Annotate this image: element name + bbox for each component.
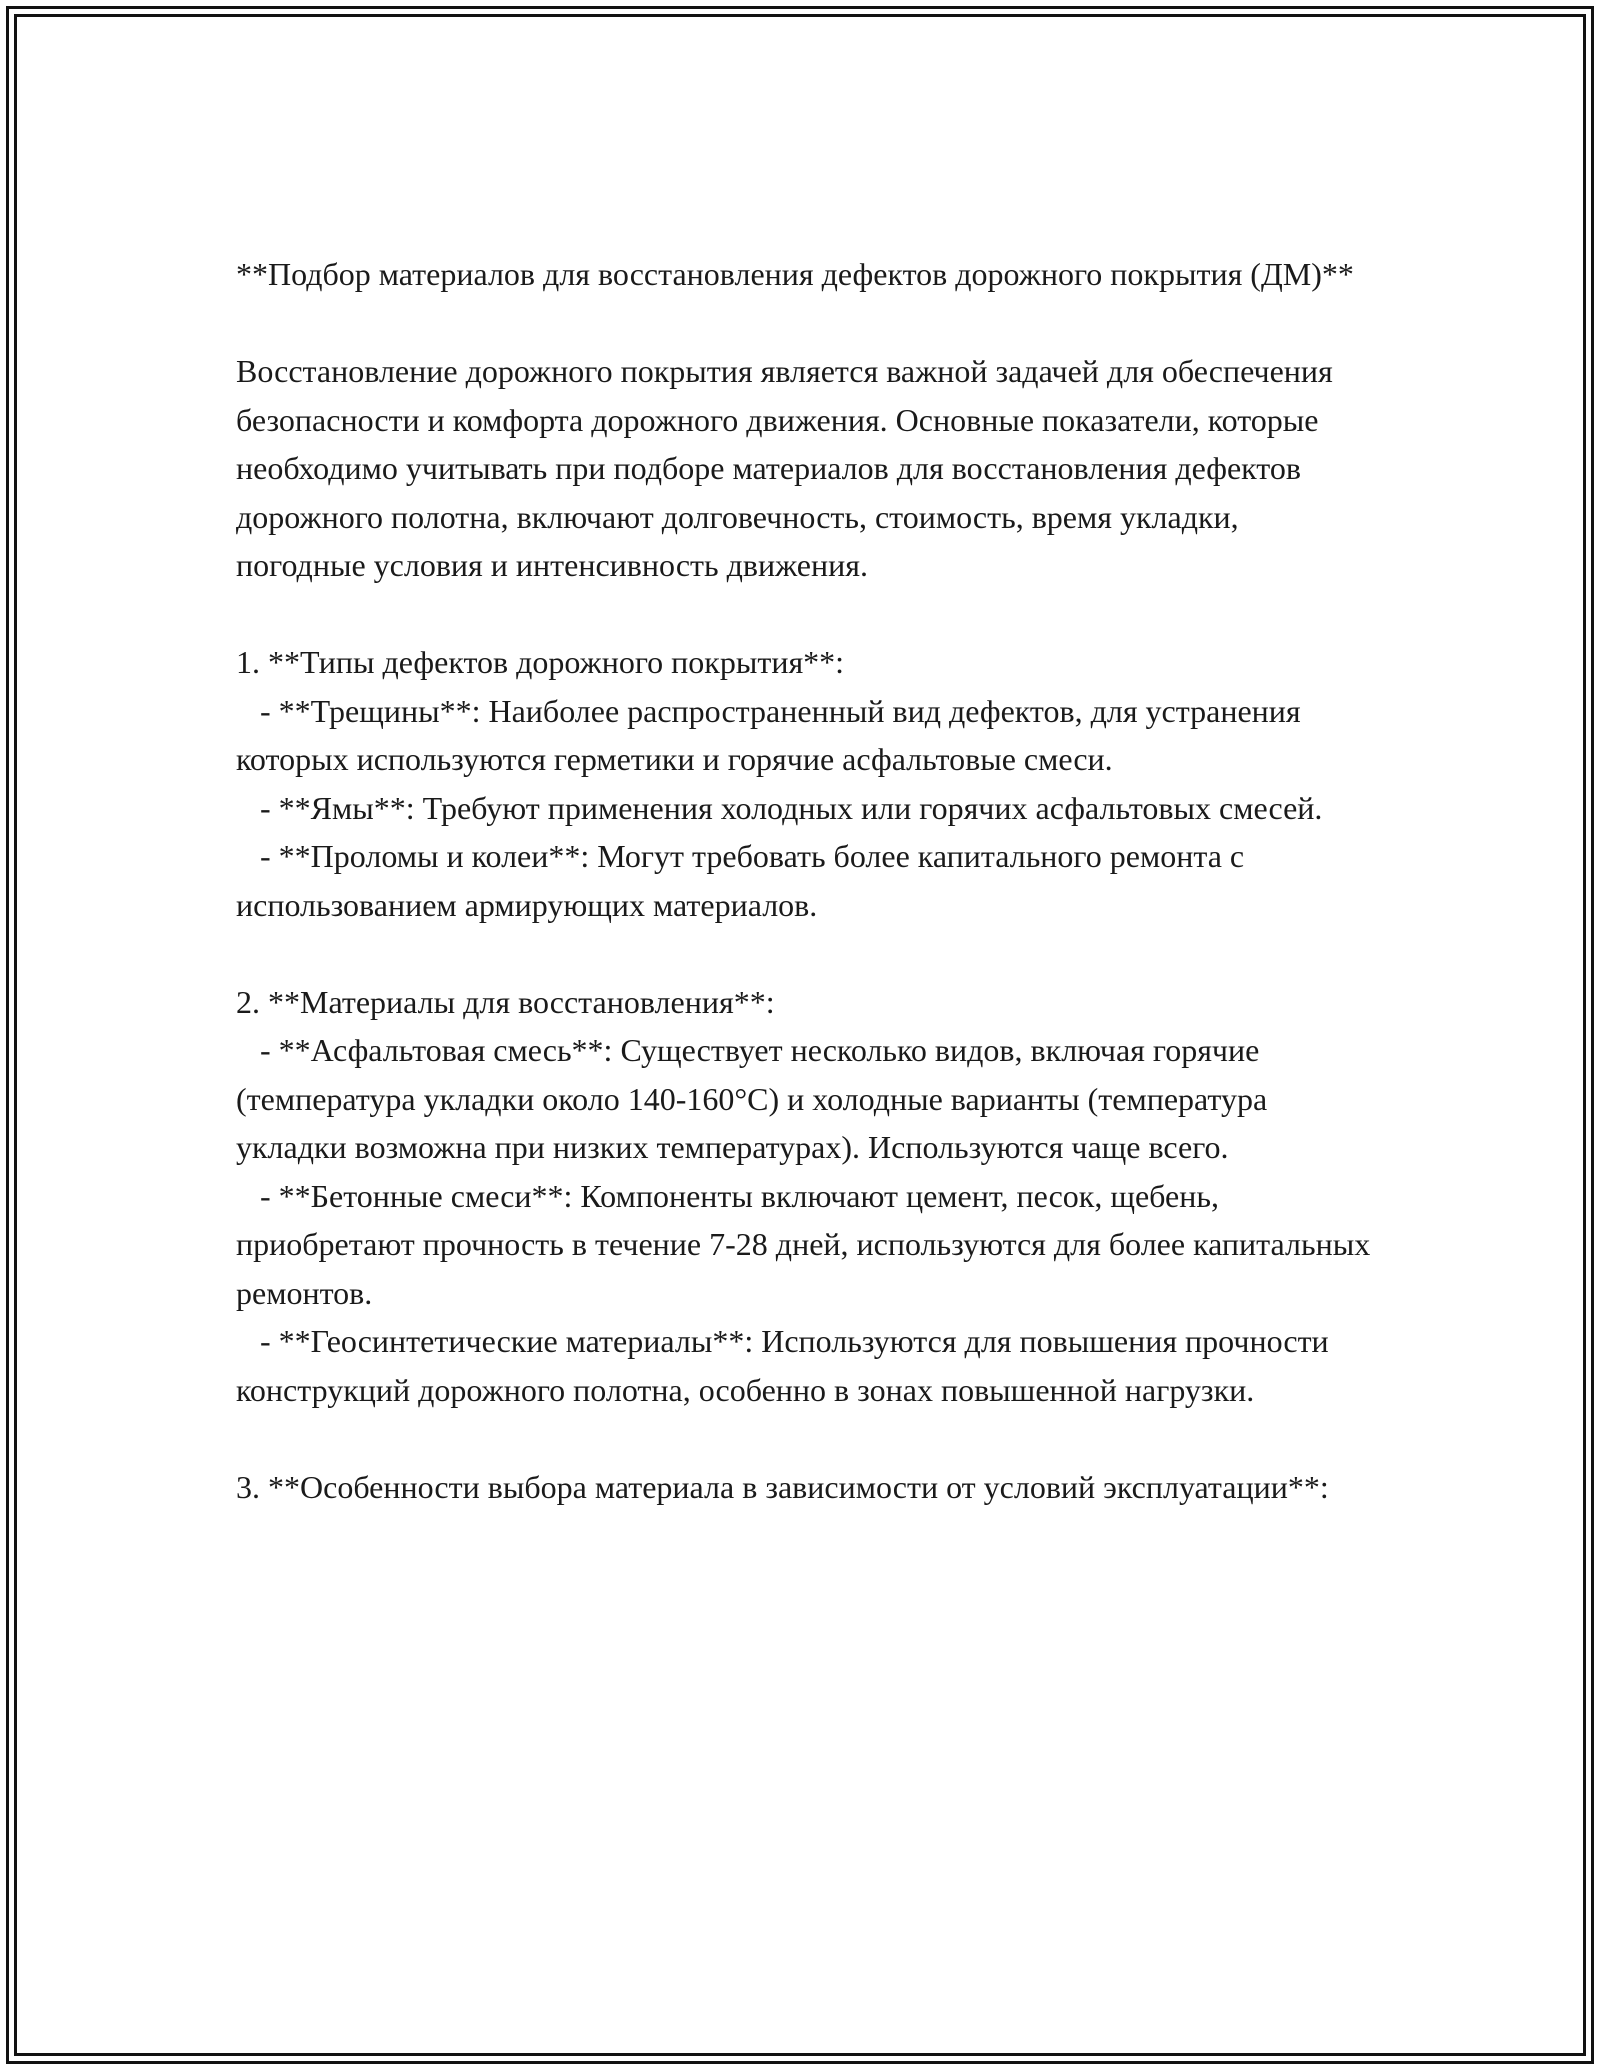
intro-paragraph: Восстановление дорожного покрытия является важной задачей для обеспечения безопасности и комфорта дорожного движения. Основные показатели, которые необходимо учитывать при подборе материалов для восстановления дефектов дорожного полотна, включают долговечность, стоимость, время укладки, погодные условия и интенсивность движения. bbox=[236, 353, 1341, 583]
spacer bbox=[236, 929, 1376, 978]
list-item: - **Асфальтовая смесь**: Существует несколько видов, включая горячие (температура укладки около 140-160°C) и холодные варианты (температура укладки возможна при низких температурах). Используются чаще всего. bbox=[236, 1032, 1276, 1165]
list-item: - **Трещины**: Наиболее распространенный вид дефектов, для устранения которых используются герметики и горячие асфальтовые смеси. bbox=[236, 692, 1309, 777]
section-defect-types bbox=[236, 638, 1376, 929]
list-item: - **Проломы и колеи**: Могут требовать более капитального ремонта с использованием армирующих материалов. bbox=[236, 838, 1253, 923]
section-heading: 2. **Материалы для восстановления**: bbox=[236, 983, 775, 1020]
list-item: - **Геосинтетические материалы**: Используются для повышения прочности конструкций дорожного полотна, особенно в зонах повышенной нагрузки. bbox=[236, 1323, 1337, 1408]
list-item: - **Бетонные смеси**: Компоненты включают цемент, песок, щебень, приобретают прочность в течение 7-28 дней, используются для более капитальных ремонтов. bbox=[236, 1177, 1379, 1311]
section-heading: 1. **Типы дефектов дорожного покрытия**: bbox=[236, 644, 845, 680]
section-selection-features bbox=[236, 1463, 1376, 1512]
section-heading: 3. **Особенности выбора материала в зависимости от условий эксплуатации**: bbox=[236, 1468, 1329, 1505]
spacer bbox=[236, 590, 1376, 639]
spacer bbox=[236, 299, 1376, 348]
spacer bbox=[236, 1414, 1376, 1463]
document-body bbox=[236, 250, 1379, 1511]
list-item: - **Ямы**: Требуют применения холодных или горячих асфальтовых смесей. bbox=[236, 789, 1323, 826]
document-title: **Подбор материалов для восстановления дефектов дорожного покрытия (ДМ)** bbox=[236, 256, 1354, 292]
section-materials bbox=[236, 978, 1379, 1415]
